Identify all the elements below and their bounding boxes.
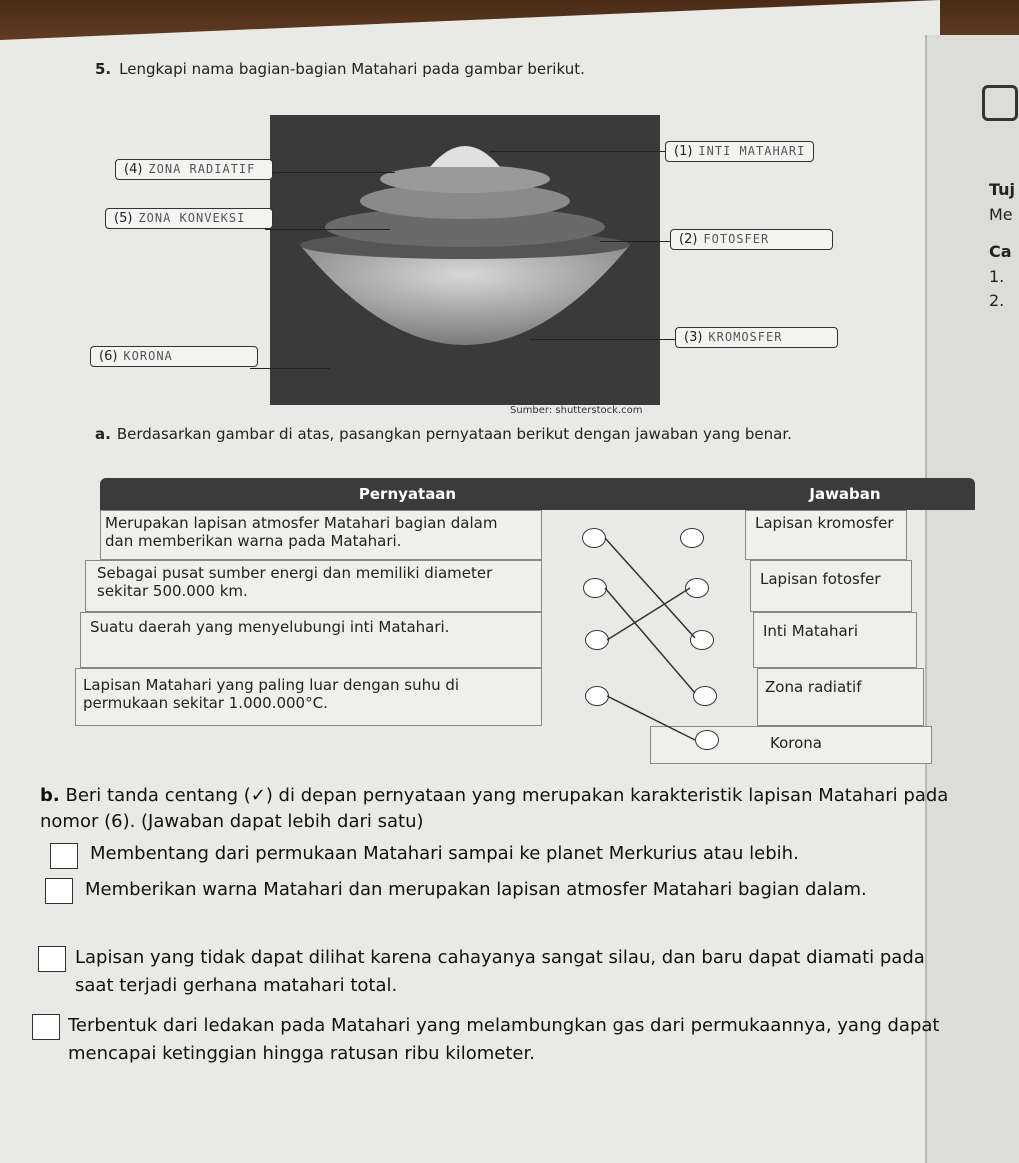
label-2 xyxy=(670,229,833,250)
label-4 xyxy=(115,159,273,180)
label-answer: INTI MATAHARI xyxy=(698,144,806,158)
option-4: Terbentuk dari ledakan pada Matahari yang melambungkan gas dari permukaannya, yang dapat mencapai ketinggian hingga ratusan ribu kilometer. xyxy=(68,1015,940,1064)
part-b-letter: b. xyxy=(40,785,60,806)
statement-3: Suatu daerah yang menyelubungi inti Matahari. xyxy=(90,618,450,636)
answer-5: Korona xyxy=(770,734,822,752)
option-2: Memberikan warna Matahari dan merupakan lapisan atmosfer Matahari bagian dalam. xyxy=(85,879,867,900)
label-1 xyxy=(665,141,814,162)
label-number: (5) xyxy=(114,211,133,226)
radiative-top xyxy=(380,165,550,193)
side-text: Tuj xyxy=(989,180,1016,199)
side-text: 2. xyxy=(989,291,1005,310)
checkbox-option-2[interactable] xyxy=(45,878,73,904)
label-number: (3) xyxy=(684,330,703,345)
leader-line xyxy=(600,241,670,242)
part-a-text: Berdasarkan gambar di atas, pasangkan pernyataan berikut dengan jawaban yang benar. xyxy=(116,425,792,443)
sun-cross-section xyxy=(270,115,660,405)
leader-line xyxy=(250,368,330,369)
answer-2: Lapisan fotosfer xyxy=(760,570,881,588)
bookmark-icon xyxy=(982,85,1018,121)
question-prompt: Lengkapi nama bagian-bagian Matahari pada gambar berikut. xyxy=(119,60,585,78)
side-text: 1. xyxy=(989,267,1005,286)
label-number: (1) xyxy=(674,144,693,159)
header-answer: Jawaban xyxy=(715,478,975,510)
label-3 xyxy=(675,327,838,348)
part-b-text: Beri tanda centang (✓) di depan pernyataan yang merupakan karakteristik lapisan Matahari pada nomor (6). (Jawaban dapat lebih dari satu) xyxy=(40,785,949,832)
label-answer: FOTOSFER xyxy=(703,232,770,246)
side-text: Ca xyxy=(989,242,1012,261)
statement-2: Sebagai pusat sumber energi dan memiliki diameter sekitar 500.000 km. xyxy=(97,564,493,600)
figure-source: Sumber: shutterstock.com xyxy=(510,405,643,416)
label-6 xyxy=(90,346,258,367)
answer-4: Zona radiatif xyxy=(765,678,862,696)
label-answer: ZONA RADIATIF xyxy=(148,162,256,176)
leader-line xyxy=(265,229,390,230)
label-number: (6) xyxy=(99,349,118,364)
label-5 xyxy=(105,208,273,229)
leader-line xyxy=(265,172,395,173)
answer-3: Inti Matahari xyxy=(763,622,858,640)
checkbox-option-3[interactable] xyxy=(38,946,66,972)
label-answer: KORONA xyxy=(123,349,173,363)
header-statement: Pernyataan xyxy=(100,478,715,510)
part-b-instruction xyxy=(40,783,970,835)
answer-1: Lapisan kromosfer xyxy=(755,514,894,532)
checkbox-option-4[interactable] xyxy=(32,1014,60,1040)
statement-1: Merupakan lapisan atmosfer Matahari bagian dalam dan memberikan warna pada Matahari. xyxy=(105,514,498,550)
question-number: 5. xyxy=(95,60,112,78)
leader-line xyxy=(490,151,665,152)
label-number: (2) xyxy=(679,232,698,247)
checkbox-option-1[interactable] xyxy=(50,843,78,869)
label-answer: KROMOSFER xyxy=(708,330,783,344)
question-title xyxy=(95,60,585,78)
label-number: (4) xyxy=(124,162,143,177)
sun-diagram xyxy=(270,115,660,405)
side-text: Me xyxy=(989,205,1013,224)
part-a-instruction xyxy=(95,425,915,443)
label-answer: ZONA KONVEKSI xyxy=(138,211,246,225)
leader-line xyxy=(530,339,675,340)
part-a-letter: a. xyxy=(95,425,111,443)
option-3: Lapisan yang tidak dapat dilihat karena cahayanya sangat silau, dan baru dapat diamati pada saat terjadi gerhana matahari total. xyxy=(75,947,925,996)
statement-4: Lapisan Matahari yang paling luar dengan suhu di permukaan sekitar 1.000.000°C. xyxy=(83,676,460,712)
match-lines xyxy=(75,478,935,768)
option-1: Membentang dari permukaan Matahari sampai ke planet Merkurius atau lebih. xyxy=(90,843,799,864)
